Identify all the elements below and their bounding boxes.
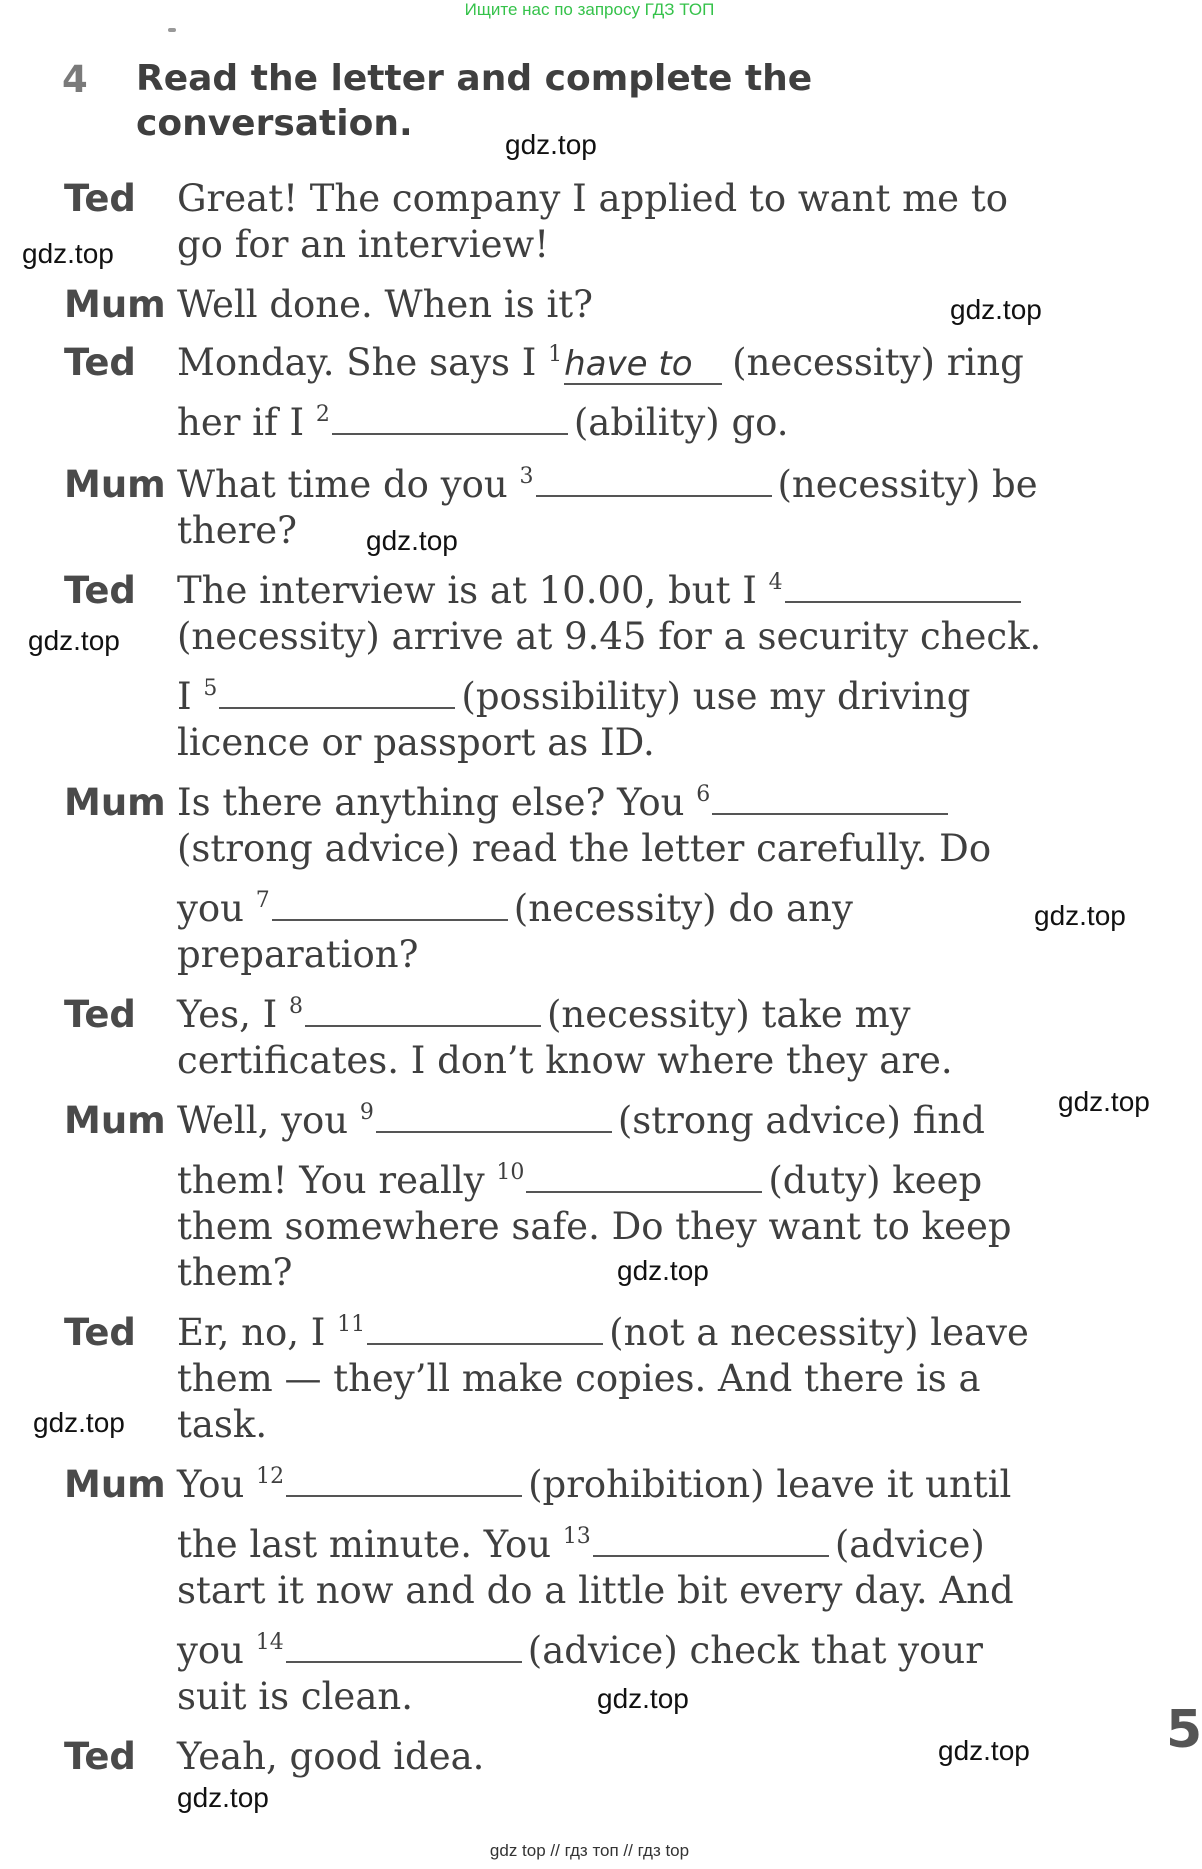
line-text: (necessity) take my bbox=[547, 993, 911, 1036]
watermark: gdz.top bbox=[33, 1407, 125, 1438]
line-text: (advice) check that your bbox=[527, 1629, 983, 1672]
line-text: (possibility) use my driving bbox=[461, 675, 971, 718]
line-text: I bbox=[177, 675, 204, 718]
watermark: gdz.top bbox=[950, 294, 1042, 325]
dialogue-line: licence or passport as ID. bbox=[177, 721, 655, 764]
watermark: gdz.top bbox=[1058, 1086, 1150, 1117]
footer-links[interactable]: gdz top // гдз топ // гдз top bbox=[489, 1841, 690, 1860]
dialogue-line bbox=[177, 462, 1038, 508]
search-banner[interactable]: Ищите нас по запросу ГДЗ ТОП bbox=[464, 0, 715, 19]
line-text: Yes, I bbox=[177, 993, 289, 1036]
line-text: (strong advice) find bbox=[617, 1099, 985, 1142]
dialogue-line: task. bbox=[177, 1403, 268, 1446]
dialogue-line bbox=[177, 1098, 985, 1144]
dialogue-line: Great! The company I applied to want me to bbox=[177, 177, 1008, 220]
dialogue-line bbox=[177, 674, 970, 720]
dialogue-line bbox=[177, 1310, 1029, 1356]
dialogue-line: them somewhere safe. Do they want to keep bbox=[177, 1205, 1012, 1248]
watermark: gdz.top bbox=[597, 1683, 689, 1714]
gap-1-answer[interactable]: have to bbox=[564, 345, 722, 385]
exercise-title-line-1: Read the letter and complete the bbox=[136, 58, 813, 99]
gap-number: 9 bbox=[359, 1100, 374, 1125]
watermark: gdz.top bbox=[938, 1735, 1030, 1766]
line-text: the last minute. You bbox=[177, 1523, 563, 1566]
gap-number: 13 bbox=[562, 1524, 591, 1549]
speaker-mum: Mum bbox=[64, 283, 166, 326]
speaker-mum: Mum bbox=[64, 1099, 166, 1142]
line-text: Er, no, I bbox=[177, 1311, 338, 1354]
dialogue-line: suit is clean. bbox=[177, 1675, 413, 1718]
gap-number: 3 bbox=[519, 464, 534, 489]
gap-10-blank[interactable] bbox=[526, 1159, 762, 1193]
gap-number: 11 bbox=[337, 1312, 366, 1337]
line-text: her if I bbox=[177, 401, 316, 444]
gap-14-blank[interactable] bbox=[286, 1629, 522, 1663]
gap-2-blank[interactable] bbox=[332, 401, 568, 435]
watermark: gdz.top bbox=[505, 129, 597, 160]
dialogue-line bbox=[177, 400, 789, 446]
gap-number: 7 bbox=[255, 888, 270, 913]
watermark: gdz.top bbox=[617, 1255, 709, 1286]
speaker-ted: Ted bbox=[64, 993, 136, 1036]
line-text: Monday. She says I bbox=[177, 341, 549, 384]
gap-number: 5 bbox=[203, 676, 218, 701]
speaker-ted: Ted bbox=[64, 569, 136, 612]
gap-12-blank[interactable] bbox=[286, 1463, 522, 1497]
watermark: gdz.top bbox=[366, 525, 458, 556]
line-text: Is there anything else? You bbox=[177, 781, 697, 824]
gap-number: 1 bbox=[548, 342, 563, 367]
gap-4-blank[interactable] bbox=[785, 569, 1021, 603]
dialogue-line bbox=[177, 886, 853, 932]
speaker-ted: Ted bbox=[64, 341, 136, 384]
exercise-title-line-2: conversation. bbox=[136, 103, 413, 144]
speaker-mum: Mum bbox=[64, 463, 166, 506]
gap-13-blank[interactable] bbox=[593, 1523, 829, 1557]
gap-8-blank[interactable] bbox=[305, 993, 541, 1027]
gap-number: 2 bbox=[315, 402, 330, 427]
line-text: (ability) go. bbox=[573, 401, 789, 444]
gap-11-blank[interactable] bbox=[367, 1311, 603, 1345]
dialogue-line: (strong advice) read the letter carefully. Do bbox=[177, 827, 992, 870]
gap-number: 12 bbox=[256, 1464, 285, 1489]
speaker-mum: Mum bbox=[64, 1463, 166, 1506]
gap-9-blank[interactable] bbox=[376, 1099, 612, 1133]
dialogue-line: them? bbox=[177, 1251, 293, 1294]
line-text: The interview is at 10.00, but I bbox=[177, 569, 769, 612]
gap-number: 10 bbox=[496, 1160, 525, 1185]
line-text: you bbox=[177, 1629, 256, 1672]
watermark: gdz.top bbox=[1034, 900, 1126, 931]
dialogue-line bbox=[177, 1462, 1011, 1508]
dialogue-line bbox=[177, 780, 954, 826]
gap-number: 14 bbox=[255, 1630, 284, 1655]
line-text: you bbox=[177, 887, 256, 930]
gap-5-blank[interactable] bbox=[219, 675, 455, 709]
gap-7-blank[interactable] bbox=[272, 887, 508, 921]
line-text: them! You really bbox=[177, 1159, 497, 1202]
line-text: (advice) bbox=[834, 1523, 985, 1566]
line-text: (not a necessity) leave bbox=[609, 1311, 1029, 1354]
speaker-ted: Ted bbox=[64, 1311, 136, 1354]
dialogue-line: Yeah, good idea. bbox=[177, 1735, 485, 1778]
dialogue-line bbox=[177, 1522, 985, 1568]
dialogue-line bbox=[177, 992, 911, 1038]
speaker-mum: Mum bbox=[64, 781, 166, 824]
dialogue-line bbox=[177, 1158, 982, 1204]
gap-number: 8 bbox=[289, 994, 303, 1019]
scan-speck bbox=[168, 28, 176, 32]
dialogue-line: start it now and do a little bit every day. And bbox=[177, 1569, 1014, 1612]
line-text: (prohibition) leave it until bbox=[528, 1463, 1012, 1506]
dialogue-line: (necessity) arrive at 9.45 for a security check. bbox=[177, 615, 1042, 658]
exercise-number: 4 bbox=[62, 58, 88, 101]
dialogue-line: them — they’ll make copies. And there is a bbox=[177, 1357, 981, 1400]
line-text: (necessity) ring bbox=[732, 341, 1024, 384]
page-number: 5 bbox=[1166, 1700, 1202, 1760]
dialogue-line bbox=[177, 568, 1027, 614]
line-text: You bbox=[177, 1463, 257, 1506]
dialogue-line: preparation? bbox=[177, 933, 419, 976]
watermark: gdz.top bbox=[28, 625, 120, 656]
dialogue-line bbox=[177, 340, 1024, 386]
line-text: (necessity) be bbox=[777, 463, 1038, 506]
dialogue-line: go for an interview! bbox=[177, 223, 550, 266]
line-text: (duty) keep bbox=[768, 1159, 983, 1202]
gap-6-blank[interactable] bbox=[712, 781, 948, 815]
dialogue-line: certificates. I don’t know where they are. bbox=[177, 1039, 953, 1082]
dialogue-line: there? bbox=[177, 509, 298, 552]
line-text: (necessity) do any bbox=[513, 887, 853, 930]
gap-3-blank[interactable] bbox=[536, 463, 772, 497]
gap-number: 4 bbox=[768, 570, 783, 595]
watermark: gdz.top bbox=[22, 238, 114, 269]
line-text: Well, you bbox=[177, 1099, 360, 1142]
speaker-ted: Ted bbox=[64, 1735, 136, 1778]
gap-number: 6 bbox=[696, 782, 711, 807]
speaker-ted: Ted bbox=[64, 177, 136, 220]
dialogue-line: Well done. When is it? bbox=[177, 283, 594, 326]
watermark: gdz.top bbox=[177, 1782, 269, 1813]
dialogue-line bbox=[177, 1628, 983, 1674]
line-text: What time do you bbox=[177, 463, 520, 506]
